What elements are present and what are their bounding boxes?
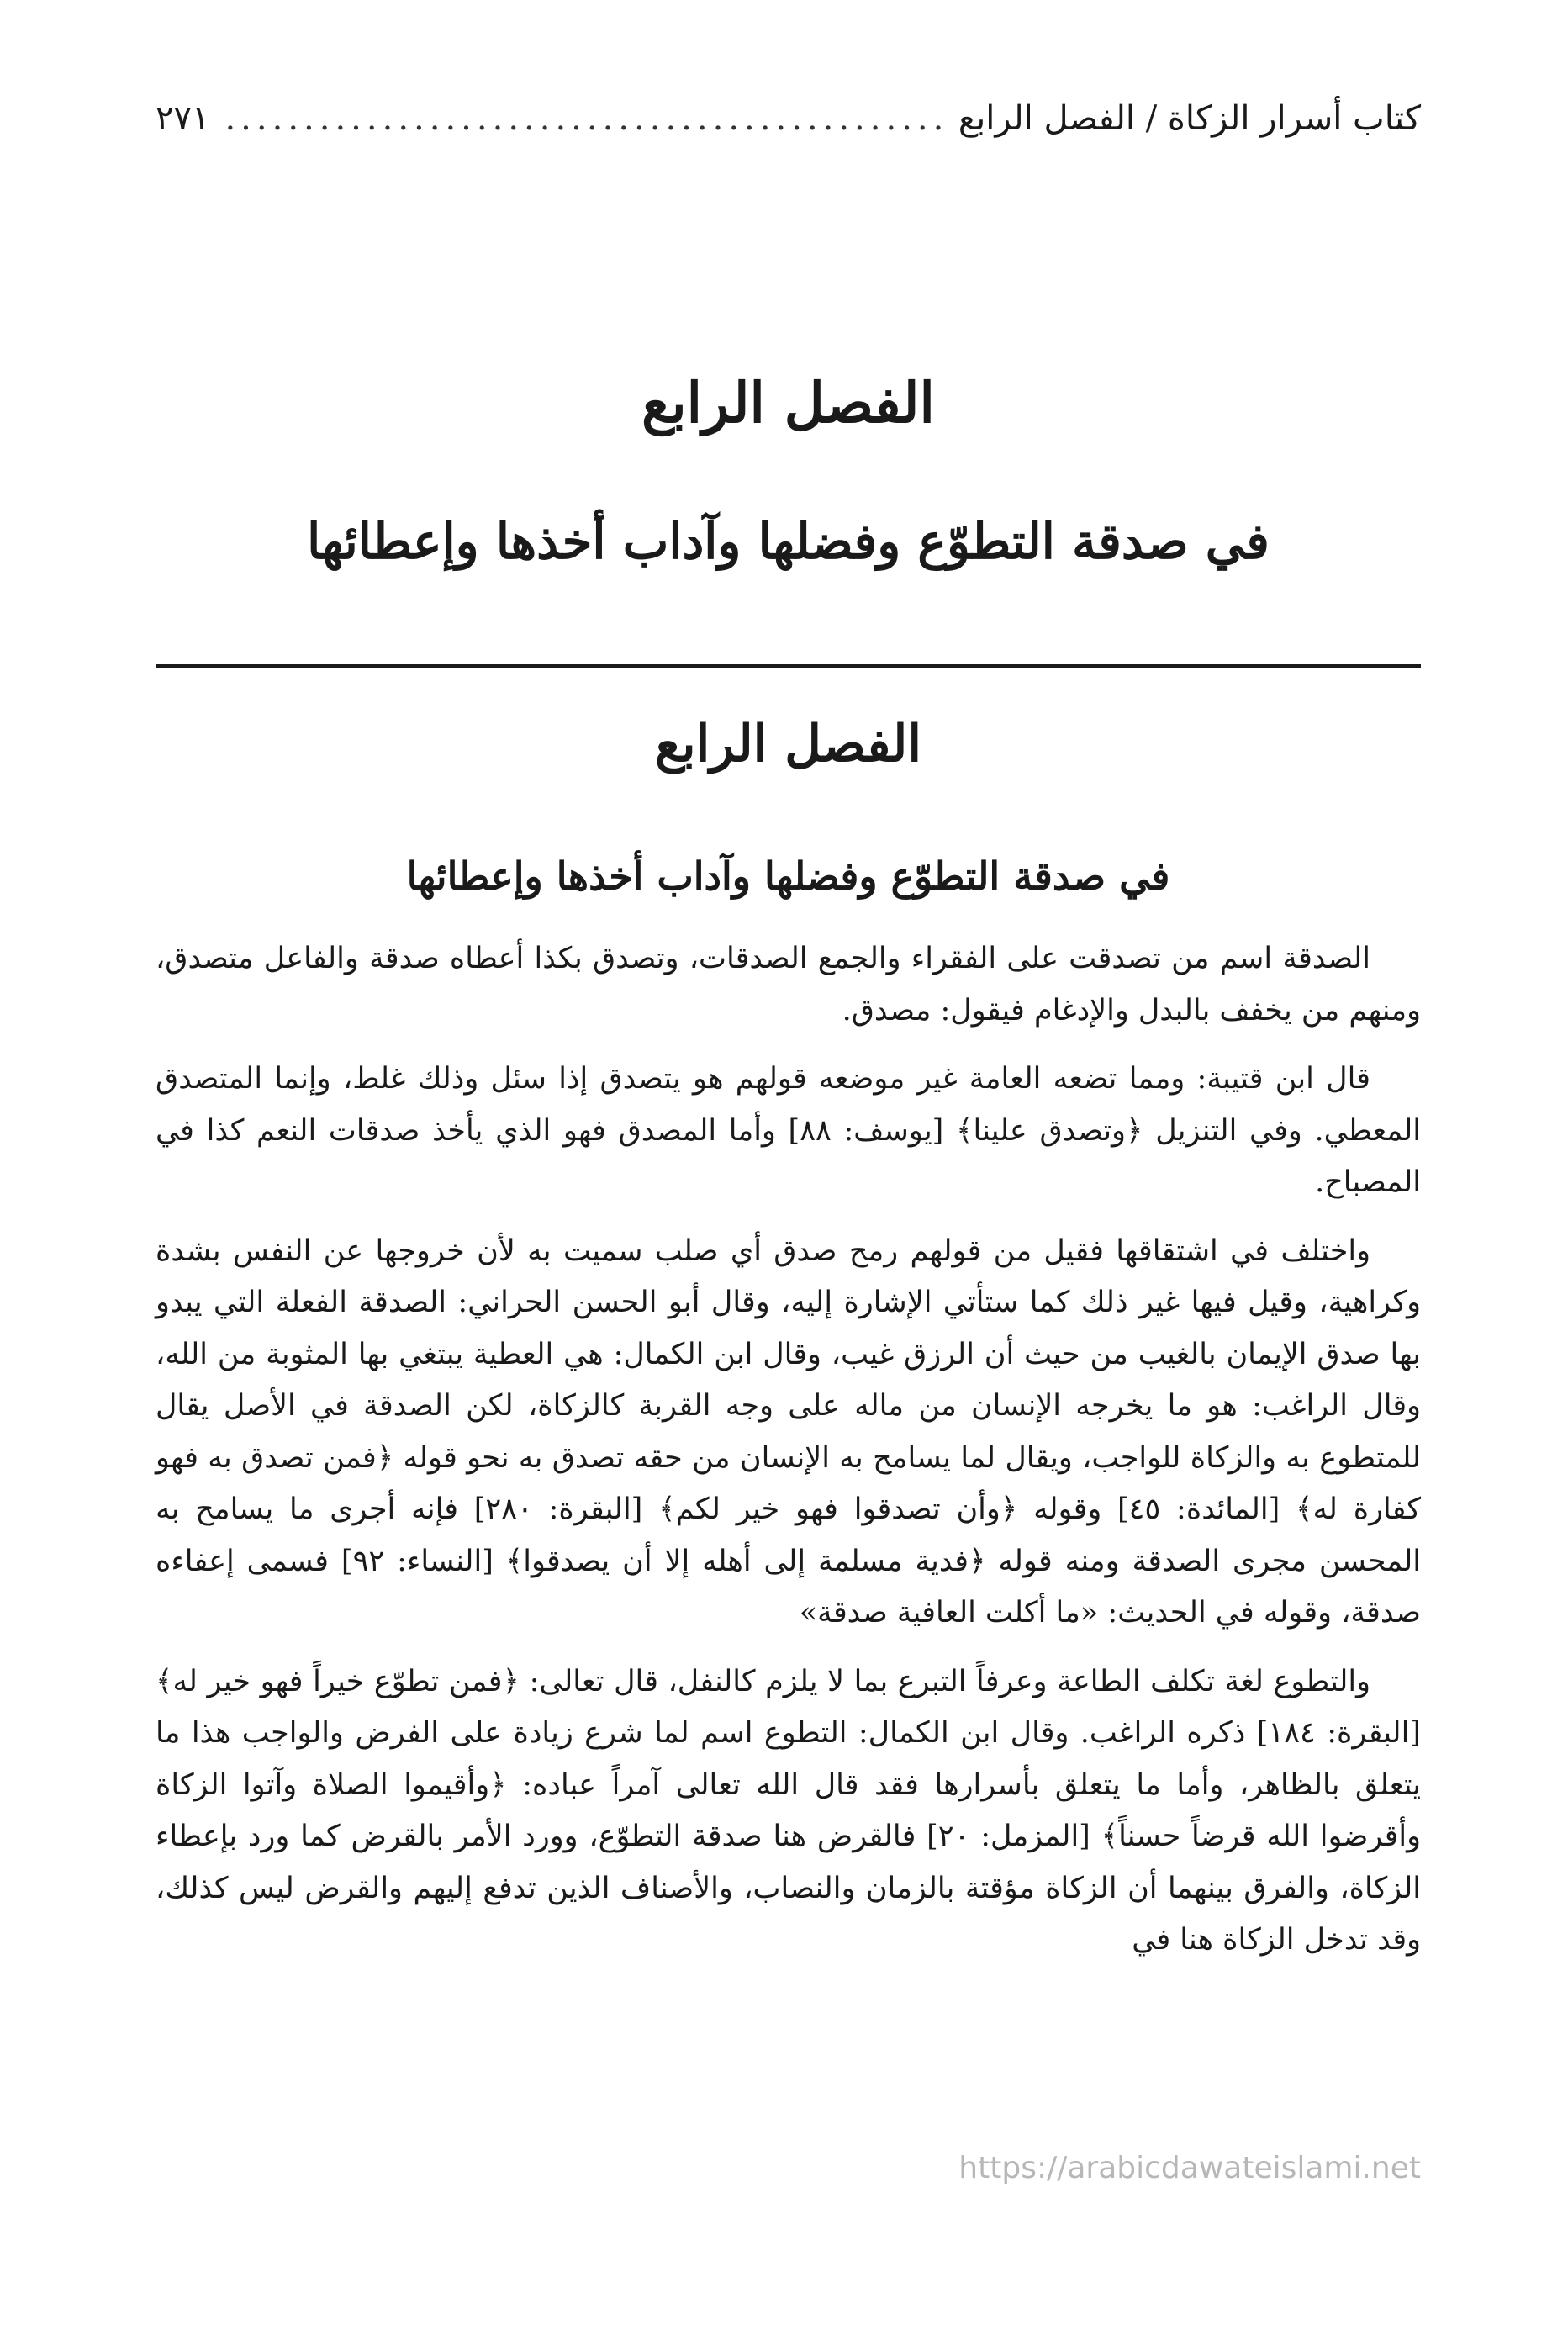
body-text [156,933,1421,1984]
chapter-subtitle-top: في صدقة التطوّع وفضلها وآداب أخذها وإعطائها [307,513,1270,570]
paragraph: واختلف في اشتقاقها فقيل من قولهم رمح صدق أي صلب سميت به لأن خروجها عن النفس بشدة وكراهية، وقيل فيها غير ذلك كما ستأتي الإشارة إليه، وقال أبو الحسن الحراني: الصدقة الفعلة التي يبدو بها صدق الإيمان بالغيب من حيث أن الرزق غيب، وقال ابن الكمال: هي العطية يبتغي بها المثوبة من الله، وقال الراغب: هو ما يخرجه الإنسان من ماله على وجه القربة كالزكاة، لكن الصدقة في الأصل يقال للمتطوع به والزكاة للواجب، ويقال لما يسامح به الإنسان من حقه تصدق به نحو قوله ﴿فمن تصدق به فهو كفارة له﴾ [المائدة: ٤٥] وقوله ﴿وأن تصدقوا فهو خير لكم﴾ [البقرة: ٢٨٠] فإنه أجرى ما يسامح به المحسن مجرى الصدقة ومنه قوله ﴿فدية مسلمة إلى أهله إلا أن يصدقوا﴾ [النساء: ٩٢] فسمى إعفاءه صدقة، وقوله في الحديث: «ما أكلت العافية صدقة» [156,1234,1422,1630]
paragraph: الصدقة اسم من تصدقت على الفقراء والجمع الصدقات، وتصدق بكذا أعطاه صدقة والفاعل متصدق، ومنهم من يخفف بالبدل والإدغام فيقول: مصدق. [156,942,1421,1028]
chapter-title-top: الفصل الرابع [641,370,935,436]
paragraph: قال ابن قتيبة: ومما تضعه العامة غير موضعه قولهم هو يتصدق إذا سئل وذلك غلط، وإنما المتصدق المعطي. وفي التنزيل ﴿وتصدق علينا﴾ [يوسف: ٨٨] وأما المصدق فهو الذي يأخذ صدقات النعم كذا في المصباح. [156,1062,1422,1199]
chapter-subtitle: في صدقة التطوّع وفضلها وآداب أخذها وإعطائها [406,853,1170,899]
section-divider [156,664,1421,668]
watermark-url: https://arabicdawateislami.net [958,2151,1421,2185]
leader-dots [224,99,942,138]
chapter-title: الفصل الرابع [654,715,922,774]
running-title: كتاب أسرار الزكاة / الفصل الرابع [958,99,1421,138]
page-number: ٢٧١ [156,99,210,138]
running-header [156,99,1421,138]
paragraph: والتطوع لغة تكلف الطاعة وعرفاً التبرع بما لا يلزم كالنفل، قال تعالى: ﴿فمن تطوّع خيراً فهو خير له﴾ [البقرة: ١٨٤] ذكره الراغب. وقال ابن الكمال: التطوع اسم لما شرع زيادة على الفرض والواجب هذا ما يتعلق بالظاهر، وأما ما يتعلق بأسرارها فقد قال الله تعالى آمراً عباده: ﴿وأقيموا الصلاة وآتوا الزكاة وأقرضوا الله قرضاً حسناً﴾ [المزمل: ٢٠] فالقرض هنا صدقة التطوّع، وورد الأمر بالقرض كما ورد بإعطاء الزكاة، والفرق بينهما أن الزكاة مؤقتة بالزمان والنصاب، والأصناف الذين تدفع إليهم والقرض ليس كذلك، وقد تدخل الزكاة هنا في [156,1664,1421,1957]
